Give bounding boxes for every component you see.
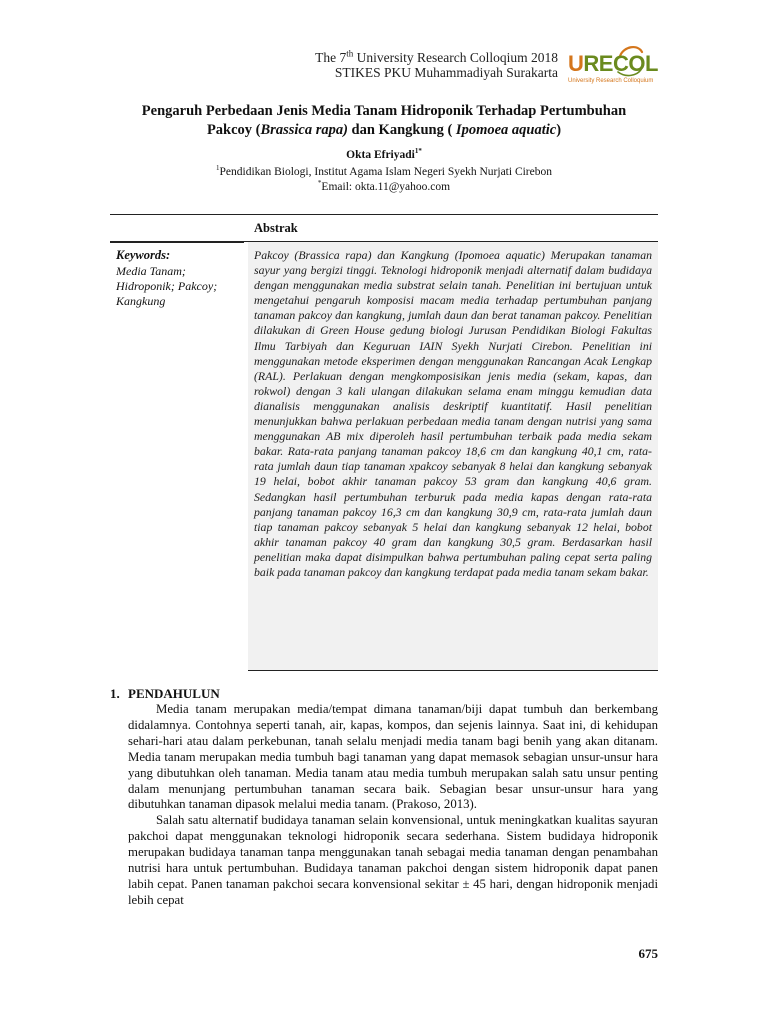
section-number: 1. bbox=[110, 686, 120, 701]
keywords-heading: Keywords: bbox=[116, 248, 171, 262]
section-body bbox=[128, 702, 658, 909]
conference-header bbox=[250, 50, 558, 80]
title-line-2: Pakcoy (Brassica rapa) dan Kangkung ( Ipomoea aquatic) bbox=[206, 122, 562, 138]
author-affiliation: $^1$Pendidikan Biologi, Institut Agama Islam Negeri Syekh Nurjati Cirebon bbox=[216, 164, 552, 178]
paper-title bbox=[100, 102, 668, 140]
conference-host: STIKES PKU Muhammadiyah Surakarta bbox=[334, 65, 558, 80]
conference-name: The 7th University Research Colloqium 2018 bbox=[315, 48, 558, 65]
abstract-heading: Abstrak bbox=[254, 221, 298, 235]
section-title: PENDAHULUN bbox=[128, 686, 220, 701]
abstract-text: Pakcoy (Brassica rapa) dan Kangkung (Ipomoea aquatic) Merupakan tanaman sayur yang bergizi tinggi. Teknologi hidroponik menjadi alternatif dalam budidaya dengan menggunakan media substrat selain tanah. Penelitian ini bertujuan untuk mengetahui pengaruh komposisi macam media terhadap pertumbuhan panjang tanaman pakcoy dan kangkung, jumlah daun dan berat tanaman pakcoy. Penelitian dilakukan di Green House gedung biologi Jurusan Pendidikan Biologi Fakultas Ilmu Tarbiyah dan Keguruan IAIN Syekh Nurjati Cirebon. Penelitian ini menggunakan metode eksperimen dengan menggunakan Rancangan Acak Lengkap (RAL). Perlakuan dengan mengkomposisikan jenis media (sekam, kapas, dan rokwol) dengan 3 kali ulangan dilakukan selama enam minggu kemudian data dianalisis menggunakan analisis deskriptif kuantitatif. Hasil penelitian menunjukkan bahwa perlakuan perbedaan media tanam dengan nutrisi yang sama menggunakan AB mix diperoleh hasil pertumbuhan terbaik pada media sekam bakar. Rata-rata panjang tanaman pakcoy 18,6 cm dan kangkung 40,1 cm, rata-rata jumlah daun tiap tanaman xpakcoy sebanyak 8 helai dan kangkung sebanyak 19 helai, bobot akhir tanaman pakcoy 53 gram dan kangkung 40,6 gram. Sedangkan hasil pertumbuhan terburuk pada media kapas dengan rata-rata panjang tanaman pakcoy 16,3 cm dan kangkung 30,9 cm, rata-rata jumlah daun tiap tanaman pakcoy sebanyak 5 helai dan kangkung sebanyak 12 helai, bobot akhir tanaman pakcoy 40 gram dan kangkung 30,5 gram. Berdasarkan hasil penelitian maka dapat disimpulkan bahwa pertumbuhan paling cepat serta paling baik pada tanaman pakcoy dan kangkung terdapat pada media tanam sekam bakar. bbox=[254, 248, 652, 579]
section-heading bbox=[110, 686, 220, 702]
author-email: *Email: okta.11@yahoo.com bbox=[317, 179, 451, 193]
title-line-1: Pengaruh Perbedaan Jenis Media Tanam Hidroponik Terhadap Pertumbuhan bbox=[141, 103, 627, 119]
keywords-rule bbox=[110, 241, 244, 243]
abstract-top-rule bbox=[110, 214, 658, 215]
paragraph: Salah satu alternatif budidaya tanaman selain konvensional, untuk meningkatkan kualitas sayuran pakchoi dapat menggunakan teknologi hidroponik secara sederhana. Sistem budidaya hidroponik merupakan budidaya tanaman tanpa menggunakan tanah sebagai media tanaman dengan penambahan nutrisi hara untuk pertumbuhan. Budidaya tanaman pakchoi dengan sistem hidroponik dapat panen labih cepat. Panen tanaman pakchoi secara konvensional sekitar ± 45 hari, dengan hidroponik menjadi lebih cepat bbox=[128, 813, 658, 907]
paragraph: Media tanam merupakan media/tempat dimana tanaman/biji dapat tumbuh dan berkembang didalamnya. Contohnya seperti tanah, air, kapas, kompos, dan sejenis lainnya. Saat ini, di kehidupan sehari-hari atau dalam perkebunan, tanah selalu menjadi media tanam bagi benih yang akan ditanam. Media tanam merupakan media tumbuh bagi tanaman yang dapat memasok sebagian unsur-unsur hara yang dibutuhkan oleh tanaman. Media tanam atau media tumbuh merupakan salah satu unsur penting dalam menunjang pertumbuhan tanaman secara baik. Sebagian besar unsur-unsur hara yang dibutuhkan tanaman dipasok melalui media tanam. (Prakoso, 2013). bbox=[128, 702, 658, 812]
abstract-bottom-rule bbox=[248, 670, 658, 671]
keywords-list: Media Tanam; Hidroponik; Pakcoy; Kangkung bbox=[116, 264, 218, 308]
logo-tagline: University Research Colloquium bbox=[568, 78, 654, 84]
logo-wordmark: URECOL bbox=[568, 51, 658, 76]
author-name: Okta Efriyadi$^{1*}$ bbox=[346, 147, 422, 161]
page-number: 675 bbox=[638, 946, 658, 961]
urecol-logo bbox=[566, 44, 662, 88]
